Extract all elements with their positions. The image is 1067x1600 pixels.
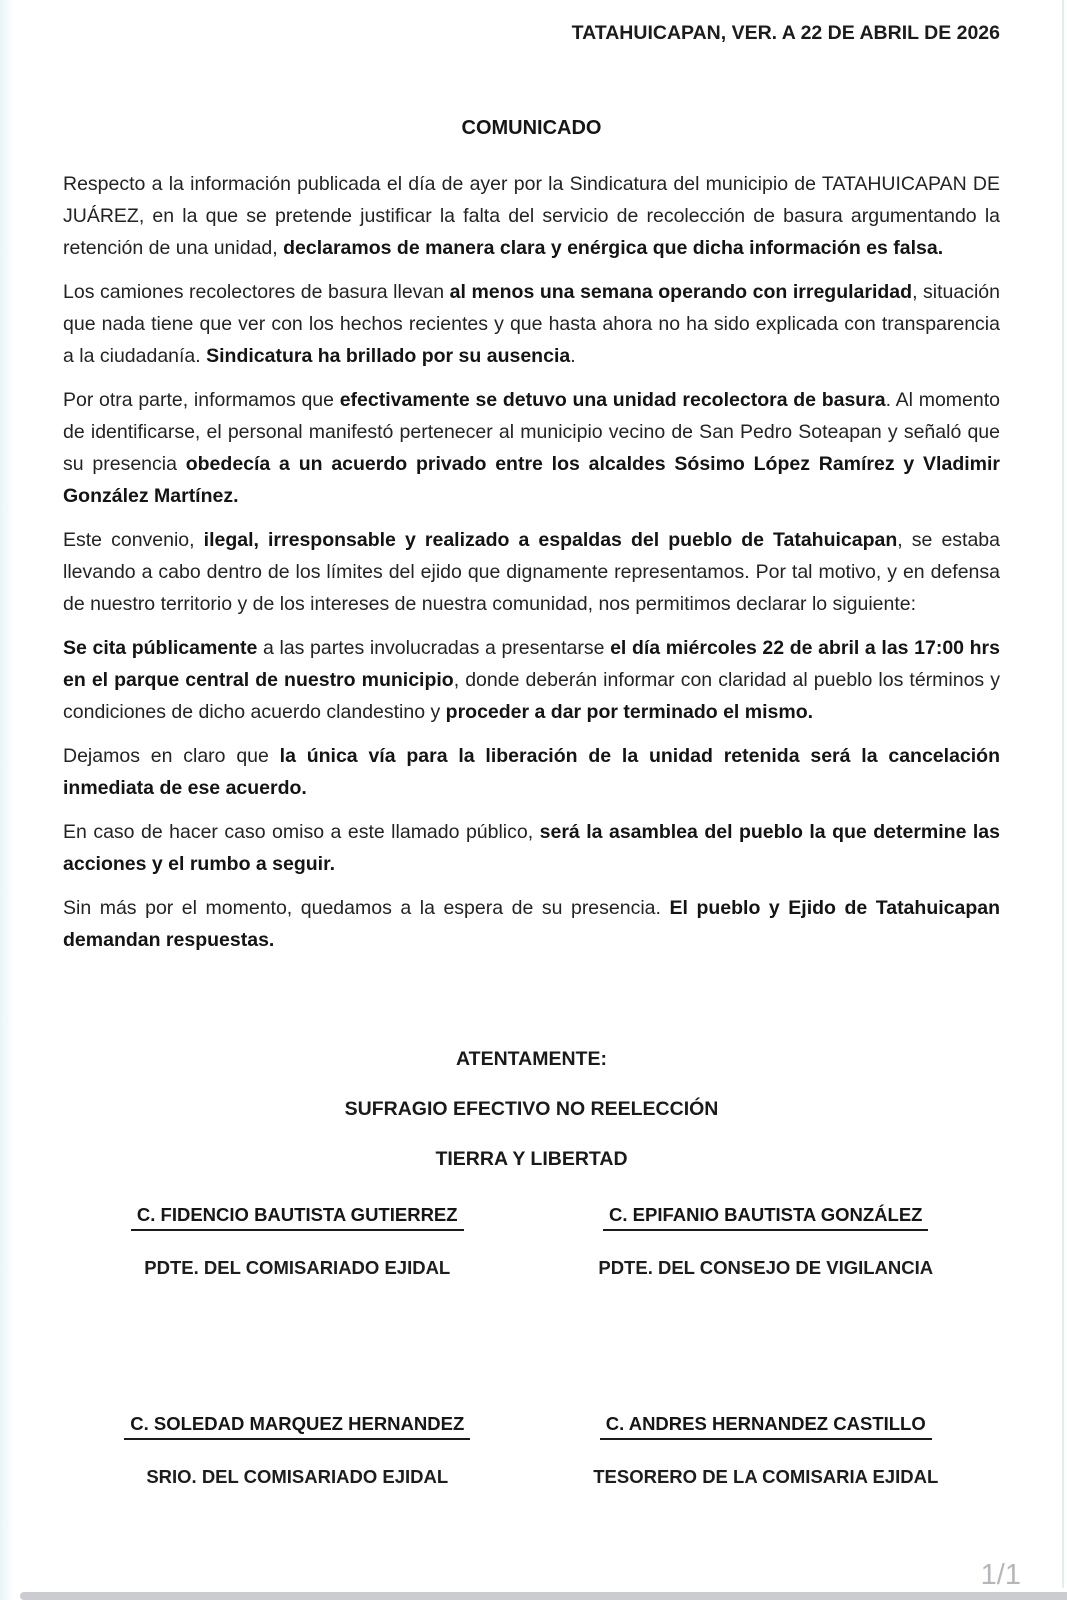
signature-block-vigilancia-pdte — [532, 1202, 1001, 1280]
signatory-role: PDTE. DEL COMISARIADO EJIDAL — [144, 1257, 451, 1278]
signature-block-comisariado-srio — [63, 1411, 532, 1489]
paragraph-5: Se cita públicamente a las partes involucradas a presentarse el día miércoles 22 de abril a las 17:00 hrs en el parque central de nuestro municipio, donde deberán informar con claridad al pueblo los términos y condiciones de dicho acuerdo clandestino y proceder a dar por terminado el mismo. — [63, 637, 1000, 723]
signatory-role: TESORERO DE LA COMISARIA EJIDAL — [593, 1466, 939, 1487]
document-title: COMUNICADO — [461, 117, 602, 139]
paragraph-3: Por otra parte, informamos que efectivamente se detuvo una unidad recolectora de basura. Al momento de identificarse, el personal manifestó pertenecer al municipio vecino de San Pedro Soteapan y señaló que su presencia obedecía a un acuerdo privado entre los alcaldes Sósimo López Ramírez y Vladimir González Martínez. — [63, 389, 1000, 507]
closing-tierra: TIERRA Y LIBERTAD — [435, 1148, 628, 1170]
signatory-name — [63, 1202, 532, 1231]
paragraph-6: Dejamos en claro que la única vía para la liberación de la unidad retenida será la cancelación inmediata de ese acuerdo. — [63, 745, 1000, 799]
dateline: TATAHUICAPAN, VER. A 22 DE ABRIL DE 2026 — [571, 22, 1000, 44]
signatory-name-text: C. EPIFANIO BAUTISTA GONZÁLEZ — [603, 1202, 928, 1231]
signatory-name — [532, 1411, 1001, 1440]
paragraph-4: Este convenio, ilegal, irresponsable y realizado a espaldas del pueblo de Tatahuicapan, se estaba llevando a cabo dentro de los límites del ejido que dignamente representamos. Por tal motivo, y en defensa de nuestro territorio y de los intereses de nuestra comunidad, nos permitimos declarar lo siguiente: — [63, 529, 1000, 615]
paragraph-8: Sin más por el momento, quedamos a la espera de su presencia. El pueblo y Ejido de Tatahuicapan demandan respuestas. — [63, 897, 1001, 951]
closing-atentamente: ATENTAMENTE: — [456, 1048, 607, 1070]
page-bottom-edge — [20, 1592, 1067, 1600]
signature-block-comisariado-pdte — [63, 1202, 532, 1280]
paragraph-7: En caso de hacer caso omiso a este llamado público, será la asamblea del pueblo la que determine las acciones y el rumbo a seguir. — [63, 821, 1001, 875]
signatory-name-text: C. ANDRES HERNANDEZ CASTILLO — [600, 1411, 932, 1440]
signatory-role: PDTE. DEL CONSEJO DE VIGILANCIA — [598, 1257, 934, 1278]
signature-row-2 — [63, 1411, 1000, 1489]
closing-sufragio: SUFRAGIO EFECTIVO NO REELECCIÓN — [344, 1098, 719, 1120]
signatory-role: SRIO. DEL COMISARIADO EJIDAL — [146, 1466, 449, 1487]
signature-row-1 — [63, 1202, 1000, 1280]
signatory-name — [63, 1411, 532, 1440]
signature-block-tesorero — [532, 1411, 1001, 1489]
signatory-name-text: C. SOLEDAD MARQUEZ HERNANDEZ — [124, 1411, 470, 1440]
signatory-name-text: C. FIDENCIO BAUTISTA GUTIERREZ — [131, 1202, 464, 1231]
signatory-name — [532, 1202, 1001, 1231]
paragraph-1: Respecto a la información publicada el día de ayer por la Sindicatura del municipio de TATAHUICAPAN DE JUÁREZ, en la que se pretende justificar la falta del servicio de recolección de basura argumentando la retención de una unidad, declaramos de manera clara y enérgica que dicha información es falsa. — [63, 173, 1000, 259]
paragraph-2: Los camiones recolectores de basura llevan al menos una semana operando con irregularidad, situación que nada tiene que ver con los hechos recientes y que hasta ahora no ha sido explicada con transparencia a la ciudadanía. Sindicatura ha brillado por su ausencia. — [63, 281, 1000, 367]
page-number-indicator: 1/1 — [980, 1559, 1021, 1591]
